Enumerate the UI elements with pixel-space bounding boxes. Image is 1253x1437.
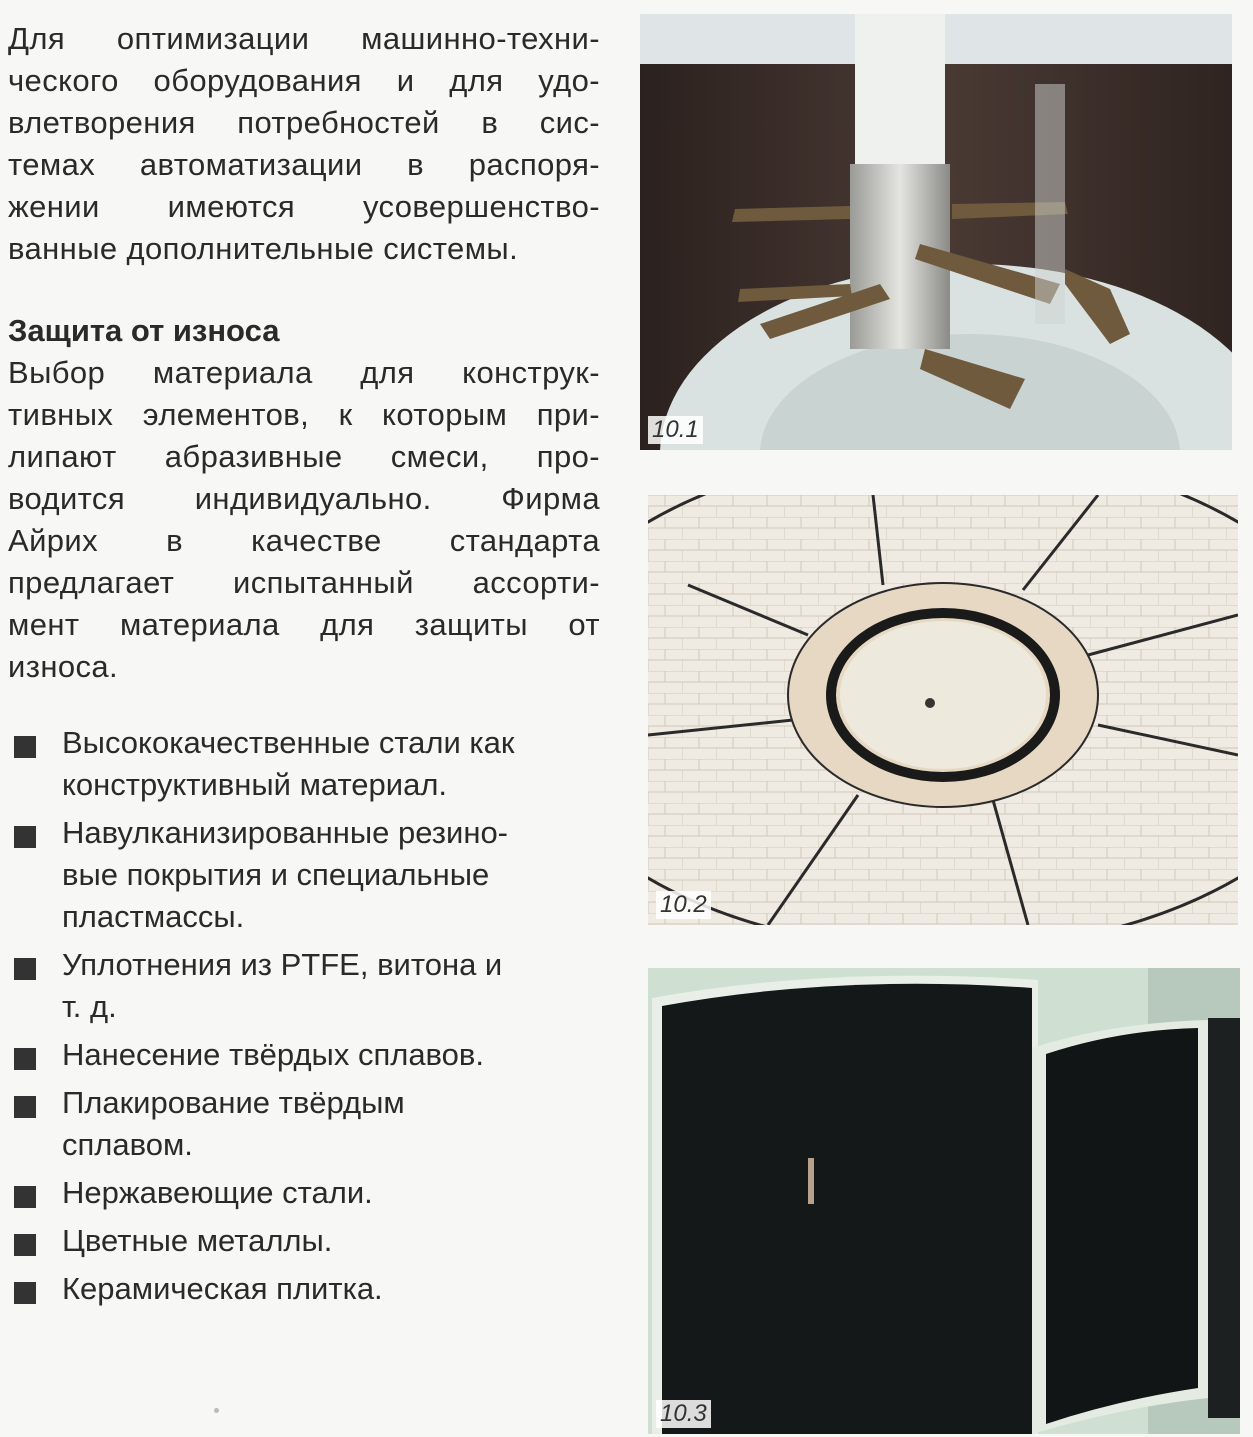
body-line: водится индивидуально. Фирма (8, 481, 600, 516)
bullet-square-icon (14, 1048, 36, 1070)
body-paragraph (8, 352, 600, 688)
intro-line: ческого оборудования и для удо- (8, 63, 600, 98)
intro-paragraph (8, 18, 600, 270)
list-item: Нержавеющие стали. (14, 1172, 614, 1214)
ceramic-tile-floor-photo-icon (648, 495, 1238, 925)
figure-caption: 10.2 (656, 891, 711, 919)
body-line: Выбор материала для конструк- (8, 355, 600, 390)
list-item: Керамическая плитка. (14, 1268, 614, 1310)
body-line: Айрих в качестве стандарта (8, 523, 600, 558)
body-line: износа. (8, 649, 119, 684)
intro-line: ванные дополнительные системы. (8, 231, 519, 266)
text-column (8, 18, 600, 688)
bullet-square-icon (14, 1186, 36, 1208)
section-heading: Защита от износа (8, 313, 280, 348)
bullet-square-icon (14, 1096, 36, 1118)
list-item: Навулканизированные резино- вые покрытия и специальные пластмассы. (14, 812, 614, 938)
figure-10-2 (648, 495, 1238, 925)
list-item: Уплотнения из PTFE, витона и т. д. (14, 944, 614, 1028)
mixer-interior-photo-icon (640, 14, 1232, 450)
material-list (14, 722, 614, 1316)
bullet-square-icon (14, 958, 36, 980)
intro-line: жении имеются усовершенство- (8, 189, 600, 224)
print-speck (214, 1408, 219, 1413)
intro-line: Для оптимизации машинно-техни- (8, 21, 600, 56)
body-line: мент материала для защиты от (8, 607, 600, 642)
body-line: тивных элементов, к которым при- (8, 397, 600, 432)
list-item: Высококачественные стали как конструктивный материал. (14, 722, 614, 806)
bullet-square-icon (14, 1282, 36, 1304)
bullet-square-icon (14, 1234, 36, 1256)
figure-caption: 10.3 (656, 1400, 711, 1428)
intro-line: темах автоматизации в распоря- (8, 147, 600, 182)
figure-caption: 10.1 (648, 416, 703, 444)
list-item: Цветные металлы. (14, 1220, 614, 1262)
figure-10-3 (648, 968, 1240, 1434)
bullet-square-icon (14, 826, 36, 848)
figure-10-1 (640, 14, 1232, 450)
body-line: предлагает испытанный ассорти- (8, 565, 600, 600)
intro-line: влетворения потребностей в сис- (8, 105, 600, 140)
list-item: Плакирование твёрдым сплавом. (14, 1082, 614, 1166)
list-item: Нанесение твёрдых сплавов. (14, 1034, 614, 1076)
body-line: липают абразивные смеси, про- (8, 439, 600, 474)
bullet-square-icon (14, 736, 36, 758)
rubber-lined-panels-photo-icon (648, 968, 1240, 1434)
